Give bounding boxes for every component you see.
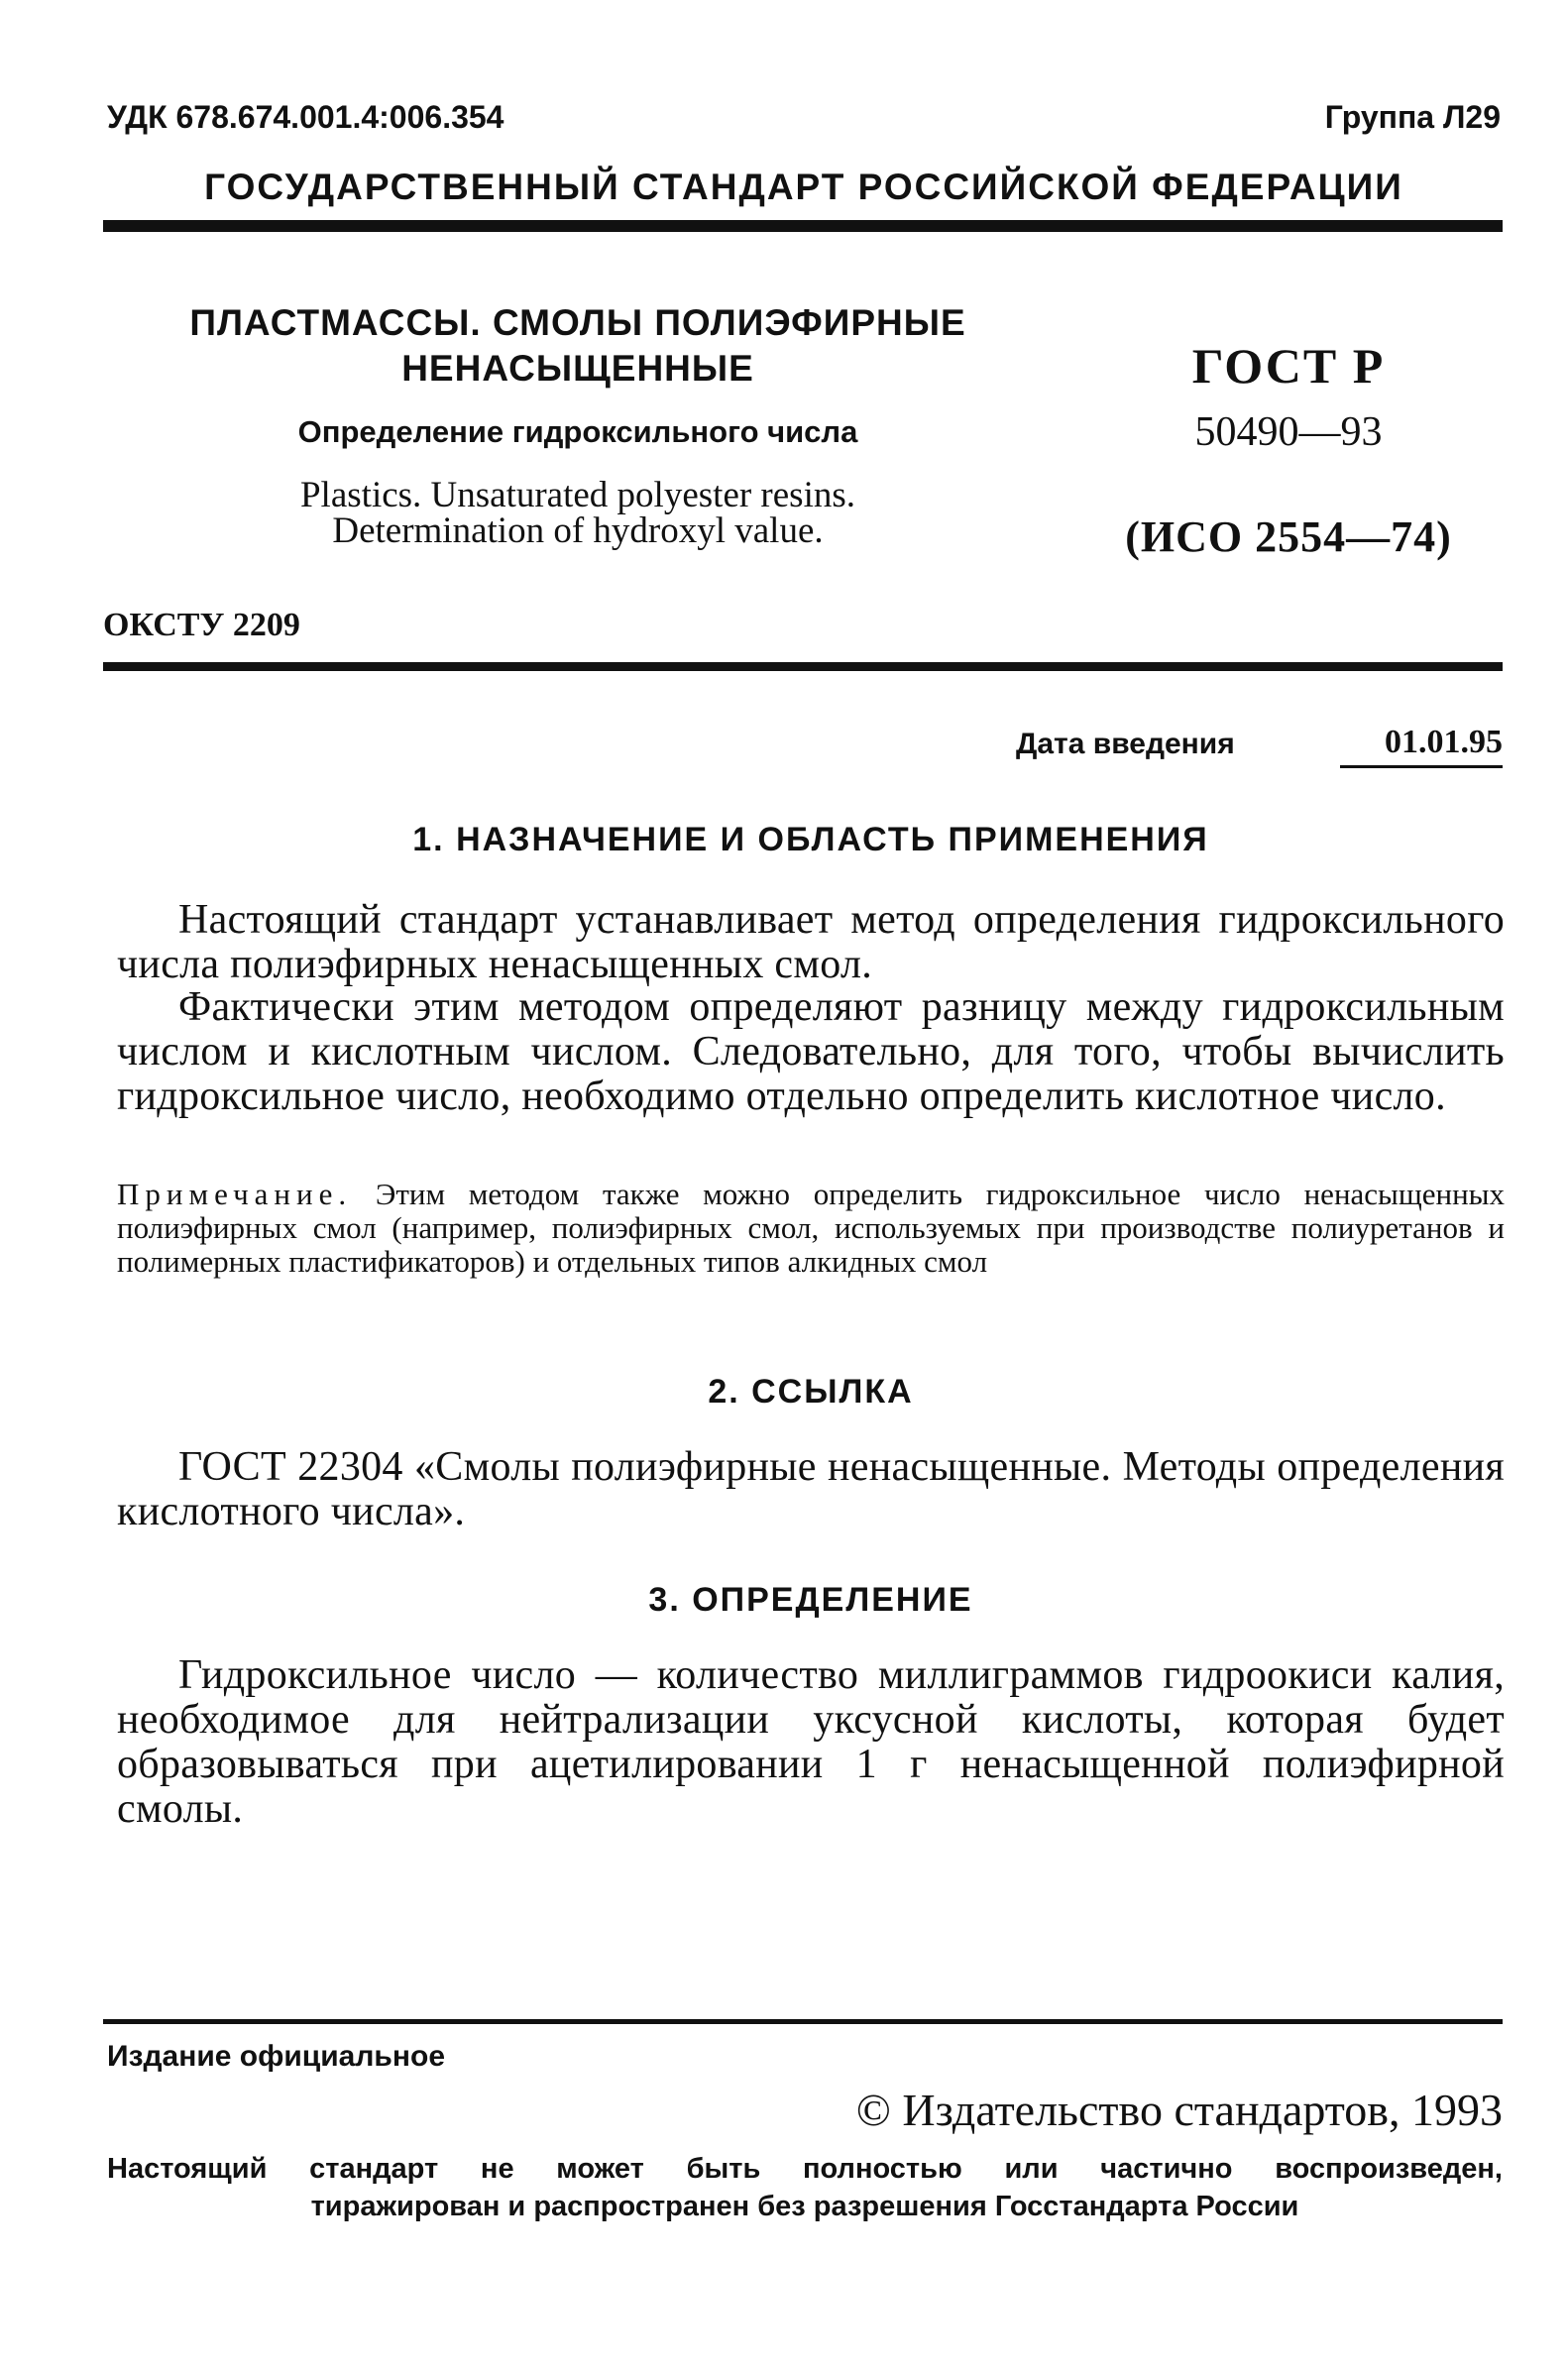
title-rule <box>103 662 1503 671</box>
section-3-heading: 3. ОПРЕДЕЛЕНИЕ <box>648 1581 973 1619</box>
copyright-notice-line-2: тиражирован и распространен без разрешения Госстандарта России <box>310 2191 1299 2222</box>
subtitle: Определение гидроксильного числа <box>297 414 858 449</box>
header-rule <box>103 220 1503 232</box>
organization-title: ГОСУДАРСТВЕННЫЙ СТАНДАРТ РОССИЙСКОЙ ФЕДЕРАЦИИ <box>204 167 1403 207</box>
footer-rule <box>103 2019 1503 2024</box>
udk-code: УДК 678.674.001.4:006.354 <box>107 99 504 135</box>
english-title-line-2: Determination of hydroxyl value. <box>332 510 824 551</box>
section-1-heading: 1. НАЗНАЧЕНИЕ И ОБЛАСТЬ ПРИМЕНЕНИЯ <box>412 821 1209 858</box>
copyright-notice-line-1: Настоящий стандарт не может быть полностью или частично воспроизведен, <box>107 2153 1503 2185</box>
okstu-code: ОКСТУ 2209 <box>103 607 300 643</box>
section-1-note <box>117 1178 1505 1279</box>
gost-label: ГОСТ Р <box>1191 338 1386 394</box>
gost-number: 50490—93 <box>1194 409 1383 455</box>
section-1-paragraph-1: Настоящий стандарт устанавливает метод определения гидроксильного числа полиэфирных ненасыщенных смол. <box>117 897 1505 987</box>
copyright-icon: © <box>855 2085 891 2135</box>
note-label: Примечание. <box>117 1177 353 1211</box>
english-title-line-1: Plastics. Unsaturated polyester resins. <box>299 475 856 515</box>
official-edition: Издание официальное <box>107 2040 446 2073</box>
section-2-heading: 2. ССЫЛКА <box>708 1373 914 1411</box>
intro-date-value: 01.01.95 <box>1340 724 1503 768</box>
section-3-paragraph: Гидроксильное число — количество миллиграммов гидроокиси калия, необходимое для нейтрализации уксусной кислоты, которая будет образовываться при ацетилировании 1 г ненасыщенной полиэфирной смолы. <box>117 1652 1505 1832</box>
group-code: Группа Л29 <box>1324 99 1501 135</box>
intro-date-label: Дата введения <box>1016 728 1235 760</box>
section-2-paragraph: ГОСТ 22304 «Смолы полиэфирные ненасыщенные. Методы определения кислотного числа». <box>117 1444 1505 1534</box>
copyright-line <box>856 2084 1503 2136</box>
note-text: Этим методом также можно определить гидроксильное число ненасыщенных полиэфирных смол (например, полиэфирных смол, используемых при производстве полиуретанов и полимерных пластификаторов) и отдельных типов алкидных смол <box>117 1177 1506 1279</box>
title-line-1: ПЛАСТМАССЫ. СМОЛЫ ПОЛИЭФИРНЫЕ <box>189 302 966 343</box>
section-1-paragraph-2: Фактически этим методом определяют разницу между гидроксильным числом и кислотным числом. Следовательно, для того, чтобы вычислить гидроксильное число, необходимо отдельно определить кислотное число. <box>117 984 1505 1119</box>
iso-reference: (ИСО 2554—74) <box>1125 512 1452 561</box>
title-line-2: НЕНАСЫЩЕННЫЕ <box>401 348 754 389</box>
copyright-text: Издательство стандартов, 1993 <box>902 2085 1503 2135</box>
